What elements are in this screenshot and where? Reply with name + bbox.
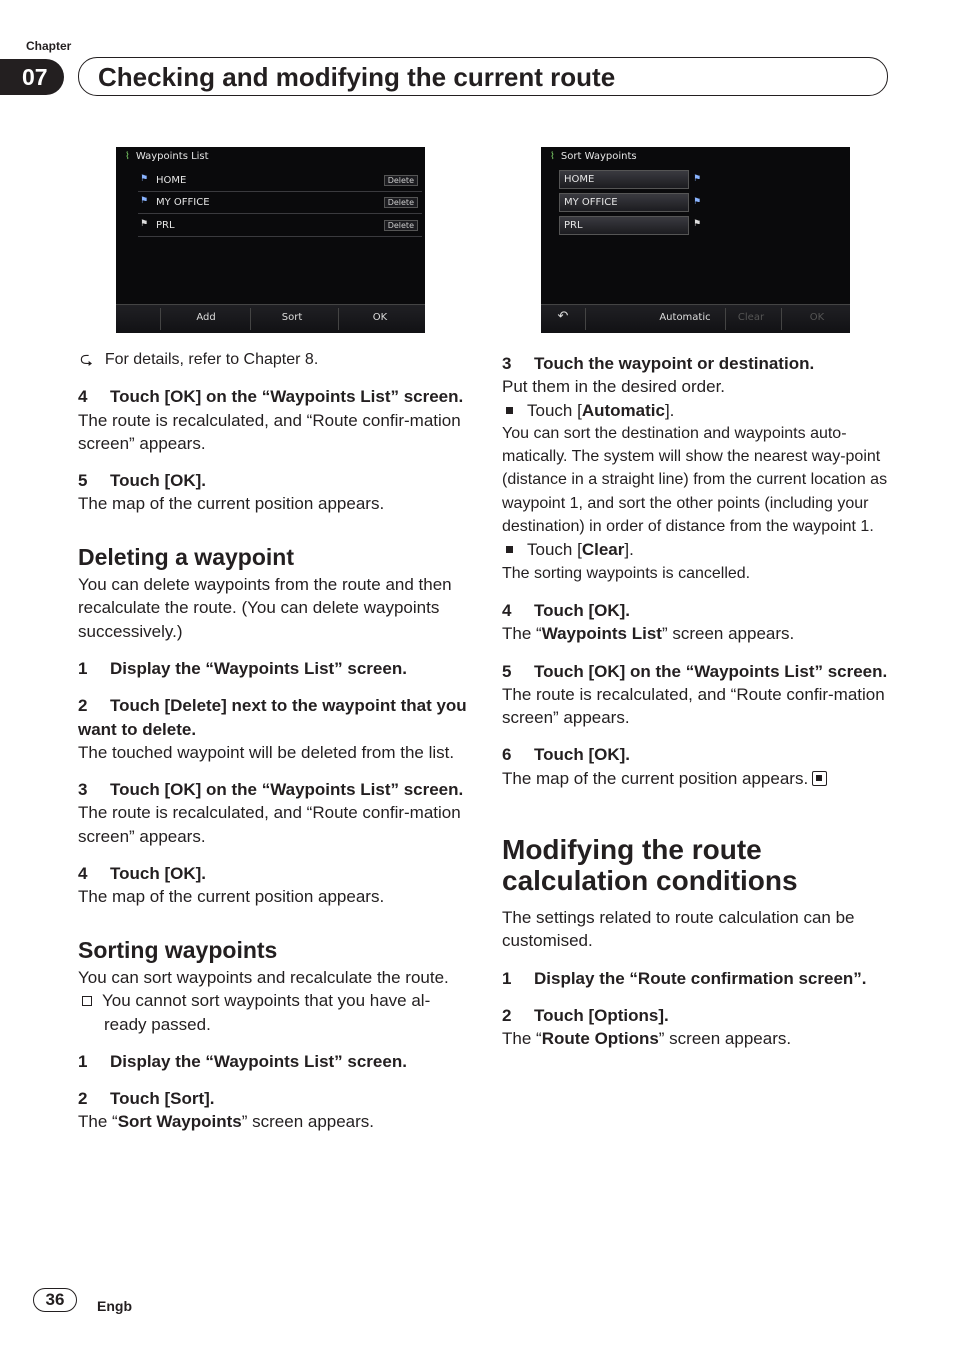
sort-waypoints-screenshot (541, 147, 850, 333)
step-body: The “Route Options” screen appears. (502, 1029, 792, 1049)
chapter-number: 07 (0, 59, 64, 95)
bullet-body: The sorting waypoints is cancelled. (502, 564, 751, 582)
delete-button: Delete (384, 175, 418, 186)
waypoints-list-screenshot (116, 147, 425, 333)
list-item: HOME (559, 170, 689, 189)
arrow-icon: ⮎ (80, 351, 93, 368)
checkbox-icon (82, 996, 92, 1006)
end-of-section-icon (812, 771, 827, 786)
step-heading: 2 Touch [Sort]. (78, 1089, 215, 1109)
square-bullet-icon (506, 407, 513, 414)
step-heading: 4 Touch [OK]. (78, 864, 206, 884)
step-heading: 1 Display the “Route confirmation screen”. (502, 968, 867, 988)
ok-button: OK (372, 312, 388, 323)
step-heading: 3 Touch [OK] on the “Waypoints List” screen. (78, 780, 464, 800)
back-icon: ↶ (557, 309, 569, 324)
section-title: Modifying the route calculation conditions (502, 834, 798, 897)
step-body: The map of the current position appears. (78, 887, 385, 907)
page-title: Checking and modifying the current route (98, 62, 616, 92)
route-icon: ⌇ (550, 151, 555, 162)
step-body: The map of the current position appears. (78, 494, 385, 514)
section-heading: Sorting waypoints (78, 936, 278, 963)
automatic-button: Automatic (659, 312, 711, 323)
screen-button-bar (541, 304, 850, 333)
step-heading: 6 Touch [OK]. (502, 745, 630, 765)
section-heading: Deleting a waypoint (78, 543, 294, 570)
section-intro: You can sort waypoints and recalculate the route. (78, 967, 449, 987)
screen-button-bar (116, 304, 425, 333)
step-heading: 1 Display the “Waypoints List” screen. (78, 658, 407, 678)
step-body: The route is recalculated, and “Route confir-mation screen” appears. (78, 410, 461, 453)
note-item: You cannot sort waypoints that you have al-ready passed. (78, 989, 470, 1036)
ok-button: OK (809, 312, 825, 323)
delete-button: Delete (384, 197, 418, 208)
step-body: The touched waypoint will be deleted from the list. (78, 742, 455, 762)
bullet-body: You can sort the destination and waypoints auto-matically. The system will show the nearest way-point (distance in a straight line) from the current location as waypoint 1, and sort the other points (including your destination) in order of distance from the waypoint 1. (502, 424, 888, 536)
step-heading: 5 Touch [OK] on the “Waypoints List” screen. (502, 661, 888, 681)
step-heading: 4 Touch [OK] on the “Waypoints List” screen. (78, 387, 464, 407)
step-body: The map of the current position appears. (502, 767, 890, 790)
step-heading: 4 Touch [OK]. (502, 600, 630, 620)
square-bullet-icon (506, 546, 513, 553)
right-column (502, 338, 890, 1051)
checkered-flag-icon: ⚑ (140, 219, 149, 229)
flag-icon: ⚑ (140, 174, 149, 184)
step-heading: 1 Display the “Waypoints List” screen. (78, 1051, 407, 1071)
step-heading: 2 Touch [Options]. (502, 1005, 669, 1025)
sort-button: Sort (281, 312, 303, 323)
route-icon: ⌇ (125, 151, 130, 162)
section-intro: You can delete waypoints from the route and then recalculate the route. (You can delete waypoints successively.) (78, 575, 452, 641)
step-body: The route is recalculated, and “Route confir-mation screen” appears. (78, 803, 461, 846)
screen-title: ⌇ Waypoints List (125, 151, 209, 162)
list-item: ⚑ MY OFFICE Delete (138, 193, 422, 214)
flag-icon: ⚑ (693, 197, 702, 207)
step-body: The “Waypoints List” screen appears. (502, 624, 795, 644)
bullet-item: Touch [Automatic]. (502, 399, 890, 422)
page-number: 36 (33, 1288, 77, 1312)
left-column (78, 348, 470, 1134)
step-body: Put them in the desired order. (502, 377, 726, 397)
language-code: Engb (97, 1298, 132, 1314)
clear-button: Clear (737, 312, 765, 323)
section-intro: The settings related to route calculation can be customised. (502, 908, 855, 951)
step-heading: 3 Touch the waypoint or destination. (502, 354, 815, 373)
list-item: PRL (559, 216, 689, 235)
flag-icon: ⚑ (140, 196, 149, 206)
list-item: MY OFFICE (559, 193, 689, 212)
add-button: Add (196, 312, 216, 323)
chapter-label: Chapter (26, 39, 72, 53)
delete-button: Delete (384, 220, 418, 231)
reference-note: ⮎ For details, refer to Chapter 8. (80, 351, 319, 368)
bullet-item: Touch [Clear]. (502, 538, 890, 561)
list-item: ⚑ HOME Delete (138, 171, 422, 192)
list-item: ⚑ PRL Delete (138, 216, 422, 237)
screen-title: ⌇ Sort Waypoints (550, 151, 637, 162)
step-body: The route is recalculated, and “Route confir-mation screen” appears. (502, 684, 885, 728)
step-heading: 2 Touch [Delete] next to the waypoint that you want to delete. (78, 696, 467, 739)
step-body: The “Sort Waypoints” screen appears. (78, 1112, 375, 1132)
checkered-flag-icon: ⚑ (693, 219, 702, 229)
step-heading: 5 Touch [OK]. (78, 471, 206, 491)
flag-icon: ⚑ (693, 174, 702, 184)
